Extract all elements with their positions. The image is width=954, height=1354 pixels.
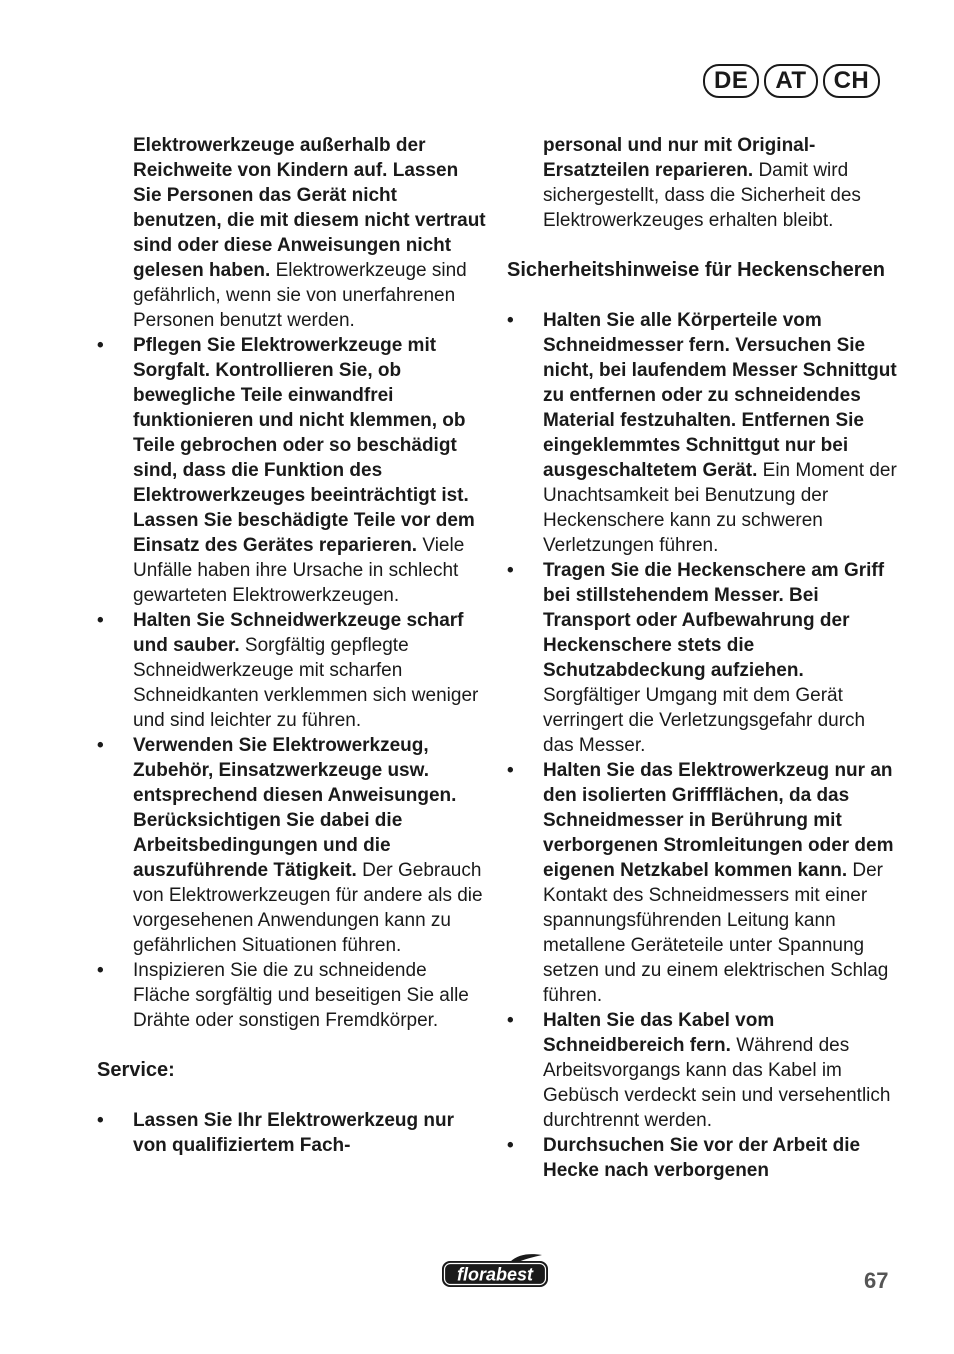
- spacer: [97, 1033, 487, 1058]
- body-text: Sorgfältiger Umgang mit dem Gerät verringert die Verletzungsgefahr durch das Messer.: [543, 685, 866, 756]
- bullet-icon: •: [97, 610, 104, 631]
- list-item: [507, 1008, 897, 1133]
- body-text: Viele Unfälle haben ihre Ursache in schlecht gewarteten Elektrowerkzeugen.: [133, 535, 465, 606]
- bullet-icon: •: [97, 960, 104, 981]
- emphasis-text: Durchsuchen Sie vor der Arbeit die Hecke nach verborgenen: [543, 1135, 861, 1181]
- emphasis-text: Verwenden Sie Elektrowerkzeug, Zubehör, Einsatzwerkzeuge usw. entsprechend diesen Anweisungen. Berücksichtigen Sie dabei die Arbeitsbedingungen und die auszuführende Tätigkeit.: [133, 735, 457, 881]
- bullet-icon: •: [97, 735, 104, 756]
- list-item: [97, 608, 487, 733]
- florabest-logo: [440, 1253, 550, 1289]
- body-text: Ein Moment der Unachtsamkeit bei Benutzung der Heckenschere kann zu schweren Verletzungen führen.: [543, 460, 897, 556]
- emphasis-text: Lassen Sie Ihr Elektrowerkzeug nur von qualifiziertem Fach-: [133, 1110, 454, 1156]
- emphasis-text: personal und nur mit Original-Ersatzteilen reparieren.: [543, 135, 816, 181]
- section-heading-hedge-trimmer: Sicherheitshinweise für Heckenscheren: [507, 259, 885, 281]
- language-badge-de: DE: [703, 64, 759, 98]
- body-text: Sorgfältig gepflegte Schneidwerkzeuge mit scharfen Schneidkanten verklemmen sich weniger und sind leichter zu führen.: [133, 635, 479, 731]
- list-item: [97, 958, 487, 1033]
- bullet-icon: •: [507, 560, 514, 581]
- body-text: Während des Arbeitsvorgangs kann das Kabel im Gebüsch verdeckt sein und versehentlich durchtrennt werden.: [543, 1035, 891, 1131]
- language-badge-at: AT: [764, 64, 817, 98]
- body-text: Der Kontakt des Schneidmessers mit einer spannungsführenden Leitung kann metallene Geräteteile unter Spannung setzen und zu einem elektrischen Schlag führen.: [543, 860, 889, 1006]
- spacer: [97, 1083, 487, 1108]
- body-text: Inspizieren Sie die zu schneidende Fläche sorgfältig und beseitigen Sie alle Drähte oder sonstigen Fremdkörper.: [133, 960, 469, 1031]
- list-item: [97, 333, 487, 608]
- language-badges: [703, 64, 880, 98]
- list-item: [507, 758, 897, 1008]
- page-number: 67: [864, 1268, 889, 1293]
- body-text: Der Gebrauch von Elektrowerkzeugen für andere als die vorgesehenen Anwendungen kann zu gefährlichen Situationen führen.: [133, 860, 483, 956]
- emphasis-text: Tragen Sie die Heckenschere am Griff bei stillstehendem Messer. Bei Transport oder Aufbewahrung der Heckenschere stets die Schutzabdeckung aufziehen.: [543, 560, 885, 681]
- section-heading-service: Service:: [97, 1059, 175, 1081]
- right-column: [507, 133, 897, 1183]
- emphasis-text: Halten Sie Schneidwerkzeuge scharf und sauber.: [133, 610, 464, 656]
- list-item: [507, 308, 897, 558]
- bullet-icon: •: [97, 335, 104, 356]
- list-item: [97, 733, 487, 958]
- list-item: [97, 1108, 487, 1158]
- bullet-icon: •: [507, 1010, 514, 1031]
- emphasis-text: Halten Sie das Kabel vom Schneidbereich fern.: [543, 1010, 775, 1056]
- bullet-icon: •: [507, 1135, 514, 1156]
- list-item: [507, 558, 897, 758]
- continuation-paragraph: [97, 133, 487, 333]
- emphasis-text: Elektrowerkzeuge außerhalb der Reichweite von Kindern auf. Lassen Sie Personen das Gerät nicht benutzen, die mit diesem nicht vertraut sind oder diese Anweisungen nicht gelesen haben.: [133, 135, 486, 281]
- left-column: [97, 133, 487, 1158]
- emphasis-text: Halten Sie alle Körperteile vom Schneidmesser fern. Versuchen Sie nicht, bei laufendem Messer Schnittgut zu entfernen oder zu schneidendes Material festzuhalten. Entfernen Sie eingeklemmtes Schnittgut nur bei ausgeschaltetem Gerät.: [543, 310, 897, 481]
- list-item: [507, 1133, 897, 1183]
- spacer: [507, 283, 897, 308]
- continuation-paragraph: [507, 133, 897, 233]
- body-text: Damit wird sichergestellt, dass die Sicherheit des Elektrowerkzeuges erhalten bleibt.: [543, 160, 861, 231]
- body-text: Elektrowerkzeuge sind gefährlich, wenn sie von unerfahrenen Personen benutzt werden.: [133, 260, 467, 331]
- emphasis-text: Pflegen Sie Elektrowerkzeuge mit Sorgfalt. Kontrollieren Sie, ob bewegliche Teile einwandfrei funktionieren und nicht klemmen, ob Teile gebrochen oder so beschädigt sind, dass die Funktion des Elektrowerkzeuges beeinträchtigt ist. Lassen Sie beschädigte Teile vor dem Einsatz des Gerätes reparieren.: [133, 335, 475, 556]
- emphasis-text: Halten Sie das Elektrowerkzeug nur an den isolierten Griffflächen, da das Schneidmesser in Berührung mit verborgenen Stromleitungen oder dem eigenen Netzkabel kommen kann.: [543, 760, 894, 881]
- language-badge-ch: CH: [823, 64, 881, 98]
- bullet-icon: •: [507, 760, 514, 781]
- logo-wordmark: florabest: [456, 1264, 534, 1285]
- bullet-icon: •: [507, 310, 514, 331]
- spacer: [507, 233, 897, 258]
- bullet-icon: •: [97, 1110, 104, 1131]
